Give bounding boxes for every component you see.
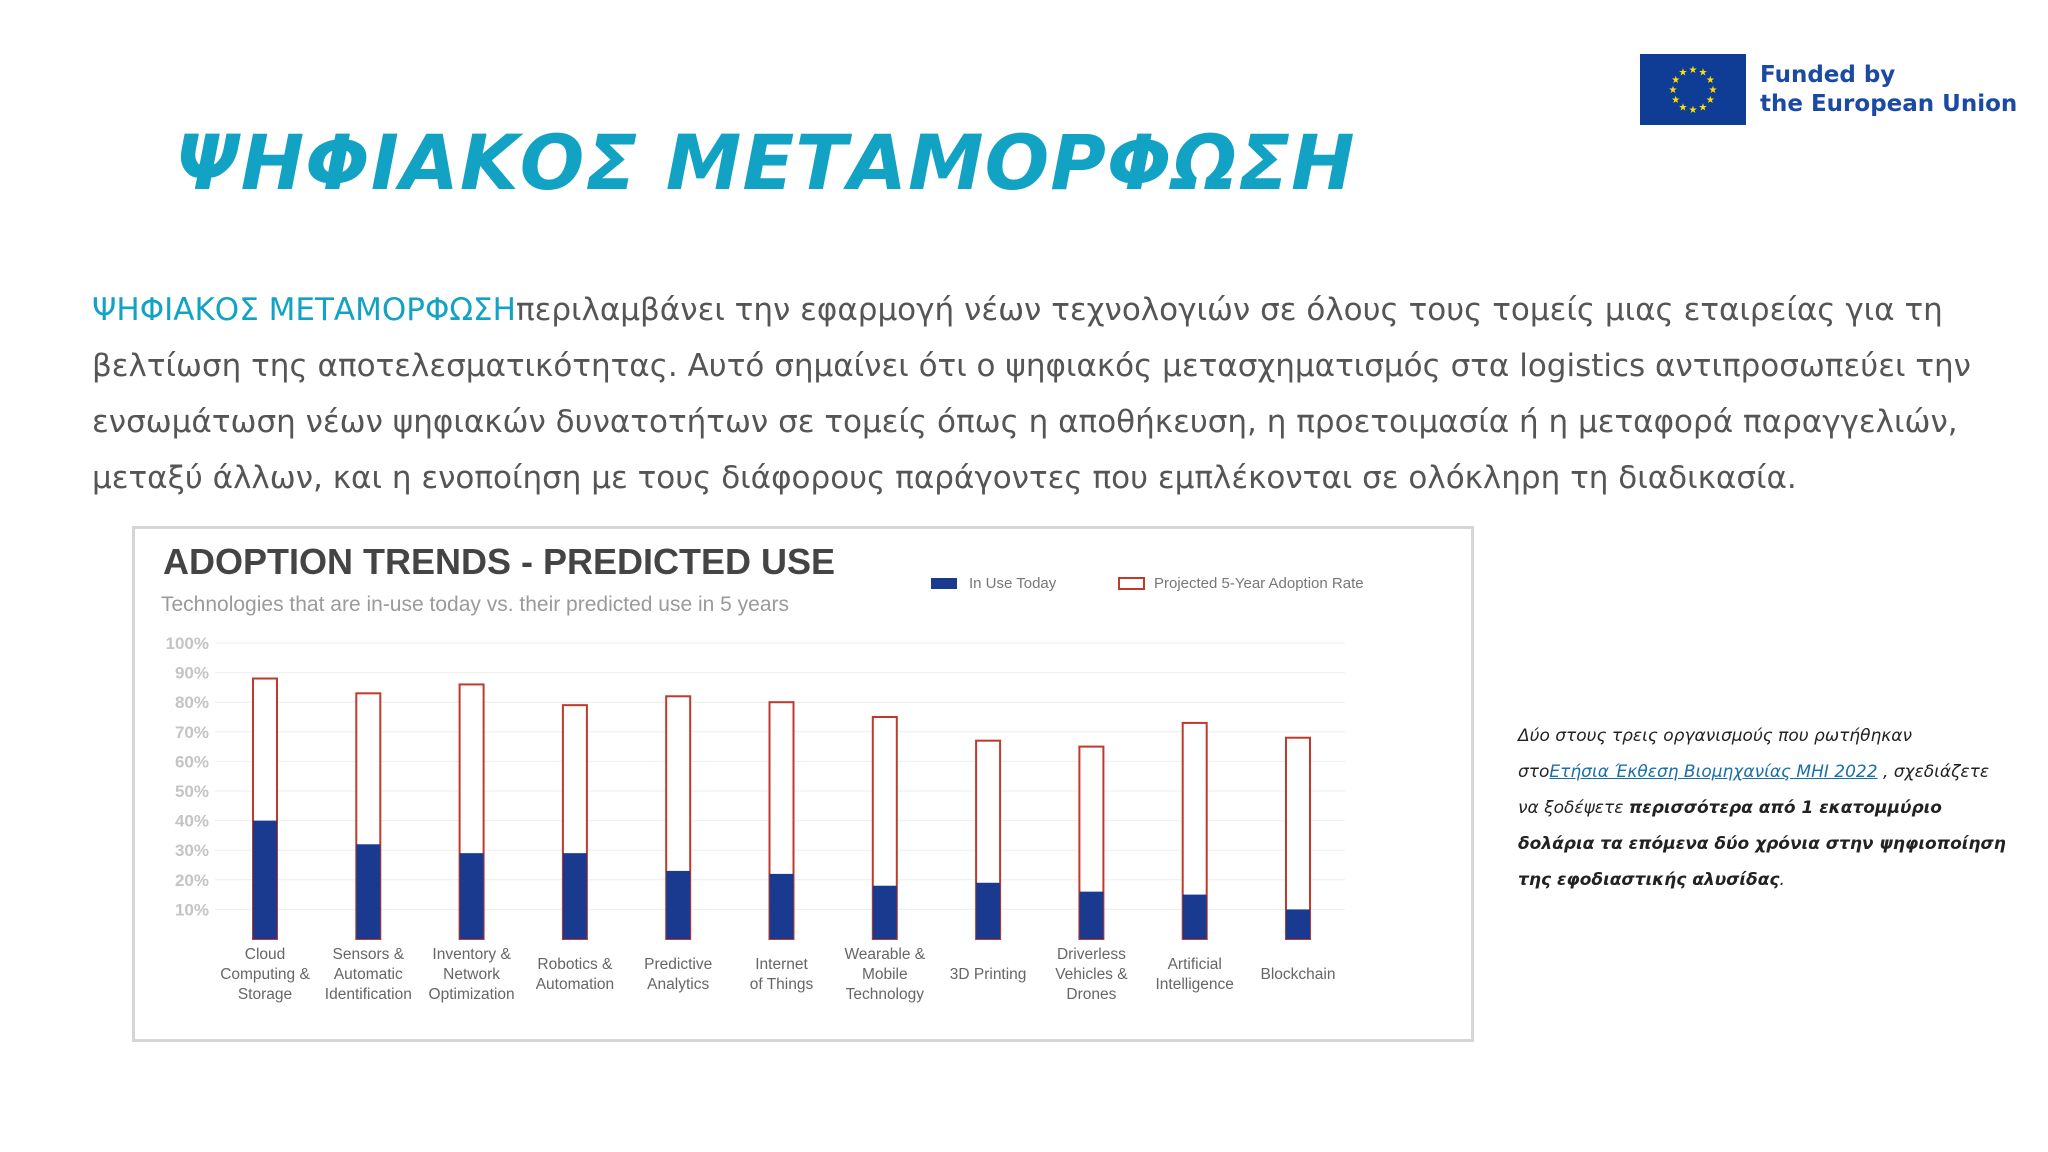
bar-in-use (976, 883, 1000, 939)
funding-line-1: Funded by (1760, 61, 1896, 88)
x-tick-label: Identification (324, 986, 412, 1003)
flag-star-icon: ★ (1671, 95, 1681, 106)
x-tick-label: Cloud (244, 946, 286, 963)
y-tick-label: 90% (174, 663, 209, 683)
x-tick-label: of Things (749, 976, 814, 993)
adoption-chart (132, 526, 1474, 1042)
x-tick-label: Sensors & (332, 946, 405, 963)
bar-in-use (356, 844, 380, 939)
bar-in-use (873, 886, 897, 939)
x-tick-label: Automatic (333, 966, 403, 983)
flag-star-icon: ★ (1688, 65, 1698, 76)
x-tick-label: Intelligence (1155, 976, 1234, 993)
x-tick-label: Robotics & (537, 956, 613, 973)
bar-in-use (1079, 892, 1103, 939)
legend-swatch-projected (1119, 578, 1144, 589)
y-tick-label: 70% (174, 722, 209, 742)
bar-projected (1286, 738, 1310, 939)
flag-star-icon: ★ (1705, 75, 1715, 86)
x-tick-label: Analytics (647, 976, 710, 993)
legend-label-projected: Projected 5-Year Adoption Rate (1154, 575, 1364, 592)
x-tick-label: Automation (535, 976, 615, 993)
adoption-chart-svg (135, 529, 1471, 1039)
note-middle: , σχεδιάζετε να ξοδέψετε (1518, 762, 1990, 818)
x-tick-label: Network (443, 966, 501, 983)
intro-text: περιλαμβάνει την εφαρμογή νέων τεχνολογιών σε όλους τους τομείς μιας εταιρείας για τη βελτίωση της αποτελεσματικότητας. Αυτό σημαίνει ότι ο ψηφιακός μετασχηματισμός στα logistics αντιπροσωπεύει την ενσωμάτωση νέων ψηφιακών δυνατοτήτων σε τομείς όπως η αποθήκευση, η προετοιμασία ή η μεταφορά παραγγελιών, μεταξύ άλλων, και η ενοποίηση με τους διάφορους παράγοντες που εμπλέκονται σε ολόκληρη τη διαδικασία. (92, 292, 1971, 496)
note-prefix: Δύο στους τρεις οργανισμούς που ρωτήθηκαν στο (1518, 726, 1912, 782)
bar-in-use (1286, 909, 1310, 939)
flag-star-icon: ★ (1688, 105, 1698, 116)
intro-highlight: ΨΗΦΙΑΚΟΣ ΜΕΤΑΜΟΡΦΩΣΗ (92, 292, 516, 328)
y-tick-label: 80% (174, 693, 209, 713)
x-tick-label: Vehicles & (1055, 966, 1128, 983)
x-tick-label: Internet (755, 956, 808, 973)
flag-star-icon: ★ (1678, 102, 1688, 114)
x-tick-label: Optimization (428, 986, 515, 1003)
flag-star-icon: ★ (1698, 102, 1708, 114)
side-note (1518, 718, 2006, 898)
x-tick-label: Computing & (220, 966, 310, 983)
bar-in-use (563, 853, 587, 939)
legend-label-in-use: In Use Today (969, 575, 1057, 592)
flag-star-icon: ★ (1678, 67, 1688, 79)
legend-swatch-in-use (931, 578, 957, 589)
flag-star-icon: ★ (1671, 75, 1681, 86)
y-tick-label: 50% (174, 782, 209, 801)
x-tick-label: Drones (1066, 986, 1117, 1003)
bar-in-use (460, 853, 484, 939)
funding-line-2: the European Union (1760, 90, 2018, 117)
chart-title: ADOPTION TRENDS - PREDICTED USE (163, 541, 836, 582)
x-tick-label: Mobile (861, 966, 908, 983)
x-tick-label: 3D Printing (949, 966, 1027, 983)
note-suffix: . (1779, 870, 1785, 890)
intro-paragraph (92, 282, 2022, 506)
x-tick-label: Technology (845, 986, 925, 1003)
bar-in-use (1183, 895, 1207, 939)
eu-flag-icon (1640, 54, 1746, 125)
note-bold: περισσότερα από 1 εκατομμύριο δολάρια τα επόμενα δύο χρόνια στην ψηφιοποίηση της εφοδιαστικής αλυσίδας (1518, 798, 2006, 890)
y-tick-label: 30% (174, 841, 209, 861)
report-link[interactable]: Ετήσια Έκθεση Βιομηχανίας MHI 2022 (1549, 762, 1878, 782)
x-tick-label: Blockchain (1260, 966, 1336, 983)
bar-in-use (770, 874, 794, 939)
x-tick-label: Wearable & (844, 946, 926, 963)
flag-star-icon: ★ (1705, 95, 1715, 106)
eu-funding-logo (1640, 54, 2017, 125)
y-tick-label: 60% (174, 752, 209, 772)
funding-text (1760, 61, 2017, 119)
y-tick-label: 10% (174, 900, 209, 920)
x-tick-label: Driverless (1056, 946, 1126, 963)
page-title: ΨΗΦΙΑΚΟΣ ΜΕΤΑΜΟΡΦΩΣΗ (175, 118, 1356, 207)
x-tick-label: Inventory & (432, 946, 511, 963)
x-tick-label: Storage (237, 986, 293, 1003)
bar-in-use (666, 871, 690, 939)
chart-subtitle: Technologies that are in-use today vs. their predicted use in 5 years (161, 593, 790, 616)
y-tick-label: 40% (174, 811, 209, 831)
y-tick-label: 100% (165, 634, 209, 653)
y-tick-label: 20% (174, 870, 209, 890)
flag-star-icon: ★ (1708, 85, 1718, 96)
x-tick-label: Artificial (1167, 956, 1222, 973)
bar-in-use (253, 821, 277, 939)
x-tick-label: Predictive (644, 956, 713, 973)
flag-star-icon: ★ (1668, 85, 1678, 96)
flag-star-icon: ★ (1698, 67, 1708, 79)
